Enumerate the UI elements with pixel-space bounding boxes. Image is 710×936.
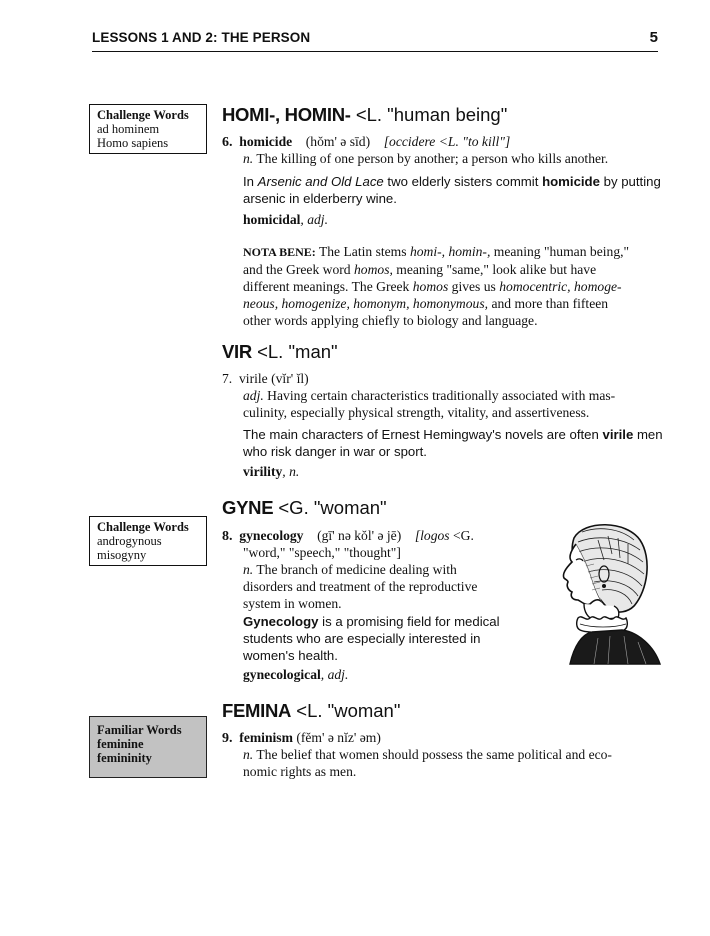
entry-word: homicide [239,134,293,149]
root-heading-vir [222,341,338,363]
definition-text: system in women. [243,596,342,611]
definition-text: Having certain characteristics traditionally associated with mas- [263,388,616,403]
example-text: men [633,427,663,442]
nb-text: other words applying chiefly to biology and language. [243,313,538,328]
derived-virility [243,463,299,480]
derived-pos: , adj. [320,667,349,682]
nb-italic: homocentric, homoge- [499,279,622,294]
nb-italic: homos, [353,262,393,277]
challenge-words-box-1 [89,104,207,154]
example-text: is a promising field for medical [318,614,500,629]
part-of-speech: n. [243,747,254,762]
nb-italic: neous, homogenize, homonym, homonymous, [243,296,489,311]
pronunciation: (gī' nə kŏl' ə jē) [317,528,402,543]
etymology: <G. [449,528,474,543]
derived-pos: , adj. [300,212,328,227]
example-text: by putting [599,174,661,189]
entry-number: 6. [222,135,233,150]
entry-number: 9. [222,731,233,746]
nb-text: gives us [448,279,500,294]
root-heading-femina [222,700,400,722]
derived-word: gynecological [243,667,321,682]
root-name: GYNE [222,497,274,518]
definition-gynecology [243,544,533,612]
pronunciation: (fĕm' ə nĭz' əm) [296,730,381,745]
derived-word: virility [243,464,283,479]
root-name: HOMI-, HOMIN- [222,104,351,125]
box-item: ad hominem [97,122,160,136]
definition-text: disorders and treatment of the reproductive [243,579,478,594]
nb-text: and the Greek word [243,262,354,277]
etymology-word: [logos [414,528,450,543]
example-gynecology [243,613,533,664]
pronunciation: (vĭr' ĭl) [271,371,309,386]
example-word: virile [602,427,634,442]
example-text: students who are especially interested in [243,631,481,646]
entry-virile [222,370,309,387]
root-origin: <L. "human being" [355,104,508,125]
root-name: VIR [222,341,252,362]
entry-word: feminism [239,730,293,745]
derived-pos: , n. [282,464,300,479]
definition-text: nomic rights as men. [243,764,357,779]
pronunciation: (hŏm' ə sīd) [305,134,371,149]
box-title: Challenge Words [97,520,189,534]
header-title: LESSONS 1 AND 2: THE PERSON [92,30,311,45]
box-title: Challenge Words [97,108,189,122]
definition-text: culinity, especially physical strength, vitality, and assertiveness. [243,405,590,420]
definition-text: The branch of medicine dealing with [253,562,457,577]
example-text: The main characters of Ernest Hemingway's novels are often [243,427,603,442]
box-item: femininity [97,751,152,765]
box-item: androgynous [97,534,162,548]
definition-text: The killing of one person by another; a person who kills another. [256,151,609,166]
definition-feminism [243,746,668,780]
nota-bene-label: NOTA BENE: [243,245,316,259]
part-of-speech: n. [243,151,254,166]
derived-gynecological [243,666,348,683]
running-header [92,30,658,48]
definition-virile [243,387,668,421]
example-text: two elderly sisters commit [383,174,543,189]
example-virile [243,426,668,460]
root-origin: <L. "man" [257,341,338,362]
nb-text: and more than fifteen [488,296,609,311]
nb-text: different meanings. The Greek [243,279,413,294]
nb-text: meaning "same," look alike but have [392,262,597,277]
entry-number: 7. [222,371,233,386]
nb-italic: homos [412,279,449,294]
nb-text: meaning "human being," [490,244,630,259]
box-item: feminine [97,737,144,751]
derived-word: homicidal [243,212,301,227]
root-heading-homi [222,104,507,126]
etymology: "word," "speech," "thought"] [243,545,401,560]
definition-text: The belief that women should possess the same political and eco- [253,747,612,762]
example-word: homicide [542,174,600,189]
etymology: [occidere <L. "to kill"] [383,134,511,149]
example-text: women's health. [243,648,338,663]
nota-bene [243,243,668,329]
root-origin: <G. "woman" [278,497,387,518]
example-word: Gynecology [243,614,319,629]
root-heading-gyne [222,497,387,519]
box-title: Familiar Words [97,723,182,737]
entry-word: gynecology [239,528,304,543]
entry-gynecology [222,527,474,545]
root-origin: <L. "woman" [296,700,401,721]
entry-number: 8. [222,529,233,544]
header-rule [92,51,658,52]
entry-feminism [222,729,381,747]
part-of-speech: n. [243,562,254,577]
familiar-words-box [89,716,207,778]
entry-word: virile [239,371,268,386]
derived-homicidal [243,211,328,228]
nb-italic: homi-, homin-, [409,244,491,259]
part-of-speech: adj. [243,388,264,403]
example-text: who risk danger in war or sport. [243,444,427,459]
root-name: FEMINA [222,700,292,721]
example-homicide [243,173,663,207]
woman-portrait-illustration [548,518,666,666]
box-item: Homo sapiens [97,136,169,150]
challenge-words-box-2 [89,516,207,566]
entry-homicide [222,133,662,151]
box-item: misogyny [97,548,147,562]
example-text: arsenic in elderberry wine. [243,191,397,206]
example-title: Arsenic and Old Lace [257,174,384,189]
example-text: In [243,174,258,189]
page-number: 5 [649,29,658,46]
definition-homicide [243,150,663,167]
nb-text: The Latin stems [315,244,410,259]
